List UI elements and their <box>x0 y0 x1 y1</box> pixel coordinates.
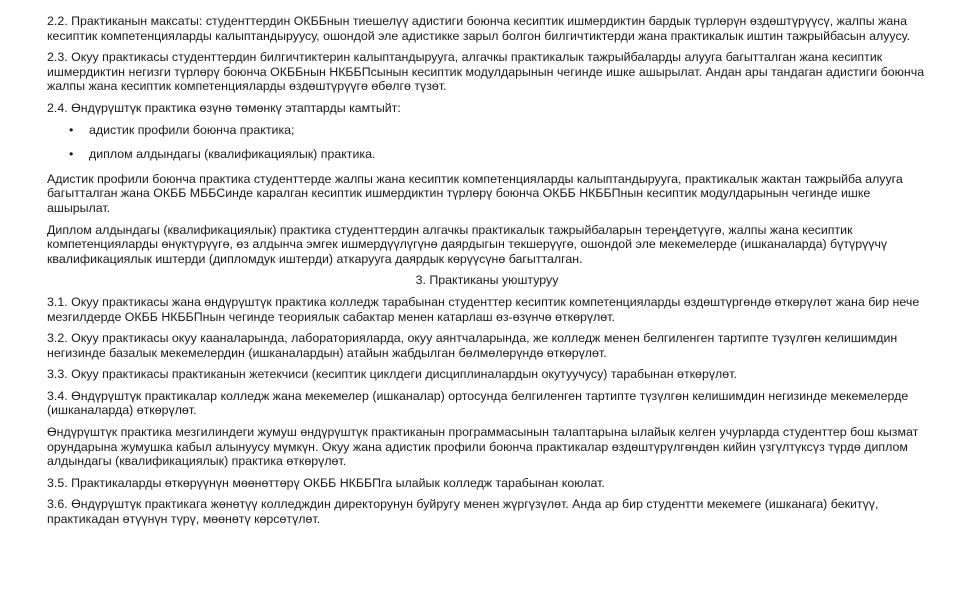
document-page <box>47 14 927 534</box>
list-item-text: диплом алдындагы (квалификациялык) практика. <box>89 147 376 162</box>
practice-stages-list <box>47 123 927 162</box>
paragraph-profile-practice: Адистик профили боюнча практика студенттерде жалпы жана кесиптик компетенцияларды калыптандырууга, практикалык жактан тажрыйба алууга багытталган жана ОКББ МББСинде каралган кесиптик ишмердиктин түрлөрү боюнча ОКББ НКББПнын кесиптик модулдарынын чегинде ишке ашырылат. <box>47 171 903 215</box>
paragraph-3-6: 3.6. Өндүрүштүк практикага жөнөтүү колледждин директорунун буйругу менен жүргүзүлөт. Анда ар бир студентти мекемеге (ишканага) бекитүү, практикадан өтүүнүн түрү, мөөнөтү көрсөтүлөт. <box>47 497 879 527</box>
paragraph-3-4: 3.4. Өндүрүштүк практикалар колледж жана мекемелер (ишканалар) ортосунда белгиленген тартипте түзүлгөн келишимдин негизинде мекемелерде (ишканаларда) өткөрүлөт. <box>47 388 909 418</box>
list-item <box>47 147 927 162</box>
paragraph-3-2: 3.2. Окуу практикасы окуу кааналарында, лабораторияларда, окуу аянтчаларында, же колледж менен белгиленген тартипте түзүлгөн келишимдин негизинде базалык мекемелердин (ишканалардын) атайын жабдылган бөлмөлөрүндө өткөрүлөт. <box>47 331 898 360</box>
section-heading-3: 3. Практиканы уюштуруу <box>415 273 559 288</box>
paragraph-2-2: 2.2. Практиканын максаты: студенттердин ОКББнын тиешелүү адистиги боюнча кесиптик ишмердиктин бардык түрлөрүн өздөштүрүүсү, жалпы жана кесиптик компетенцияларды калыптандыруусу, ошондой эле адистикке зарыл болгон билгичтиктерди жана практикалык иштин тажрыйбасын алуусу. <box>47 14 911 43</box>
paragraph-3-1: 3.1. Окуу практикасы жана өндүрүштүк практика колледж тарабынан студенттер кесиптик компетенцияларды өздөштүргөндө өткөрүлөт жана бир нече мезгилдерде ОКББ НКББПнын чегинде теориялык сабактар менен катарлаш өз-өзүнчө өткөрүлөт. <box>47 294 920 324</box>
bullet-icon: • <box>69 147 74 162</box>
list-item <box>47 123 927 138</box>
list-item-text: адистик профили боюнча практика; <box>89 122 295 137</box>
bullet-icon: • <box>69 122 74 137</box>
paragraph-3-5: 3.5. Практикаларды өткөрүүнүн мөөнөттөрү ОКББ НКББПга ылайык колледж тарабынан коюлат. <box>47 475 605 490</box>
paragraph-2-3: 2.3. Окуу практикасы студенттердин билгичтиктерин калыптандырууга, алгачкы практикалык тажрыйбаларды алууга багытталган жана кесиптик ишмердиктин негизги түрлөрү боюнча ОКББнын НКББПсынын кесиптик модулдарынын чегинде ишке ашырылат. Андан ары тандаган адистиги боюнча жалпы жана кесиптик компетенцияларды өздөштүрүүгө өбөлгө түзөт. <box>47 50 925 94</box>
paragraph-diploma-practice: Диплом алдындагы (квалификациялык) практика студенттердин алгачкы практикалык тажрыйбаларын тереңдетүүгө, жалпы жана кесиптик компетенцияларды өнүктүрүүгө, өз алдынча эмгек ишмердүүлүгүнө даярдыгын текшерүүгө, ошондой эле мекемелерде (ишканаларда) бүтүрүүчү квалификациялык иштерди (дипломдук иштерди) аткарууга даярдык көрүүсүнө багытталган. <box>47 222 888 266</box>
paragraph-3-3: 3.3. Окуу практикасы практиканын жетекчиси (кесиптик циклдеги дисциплиналардын окутуучусу) тарабынан өткөрүлөт. <box>47 367 737 382</box>
paragraph-production-period: Өндүрүштүк практика мезгилиндеги жумуш өндүрүштүк практиканын программасынын талаптарына ылайык келген учурларда студенттер бош кызмат орундарына жумушка кабыл алынуусу мүмкүн. Окуу жана адистик профили боюнча практикалар өздөштүрүлгөндөн кийин үзгүлтүксүз түрдө диплом алдындагы (квалификациялык) практика өткөрүлөт. <box>47 425 919 469</box>
paragraph-2-4: 2.4. Өндүрүштүк практика өзүнө төмөнкү этаптарды камтыйт: <box>47 100 401 115</box>
